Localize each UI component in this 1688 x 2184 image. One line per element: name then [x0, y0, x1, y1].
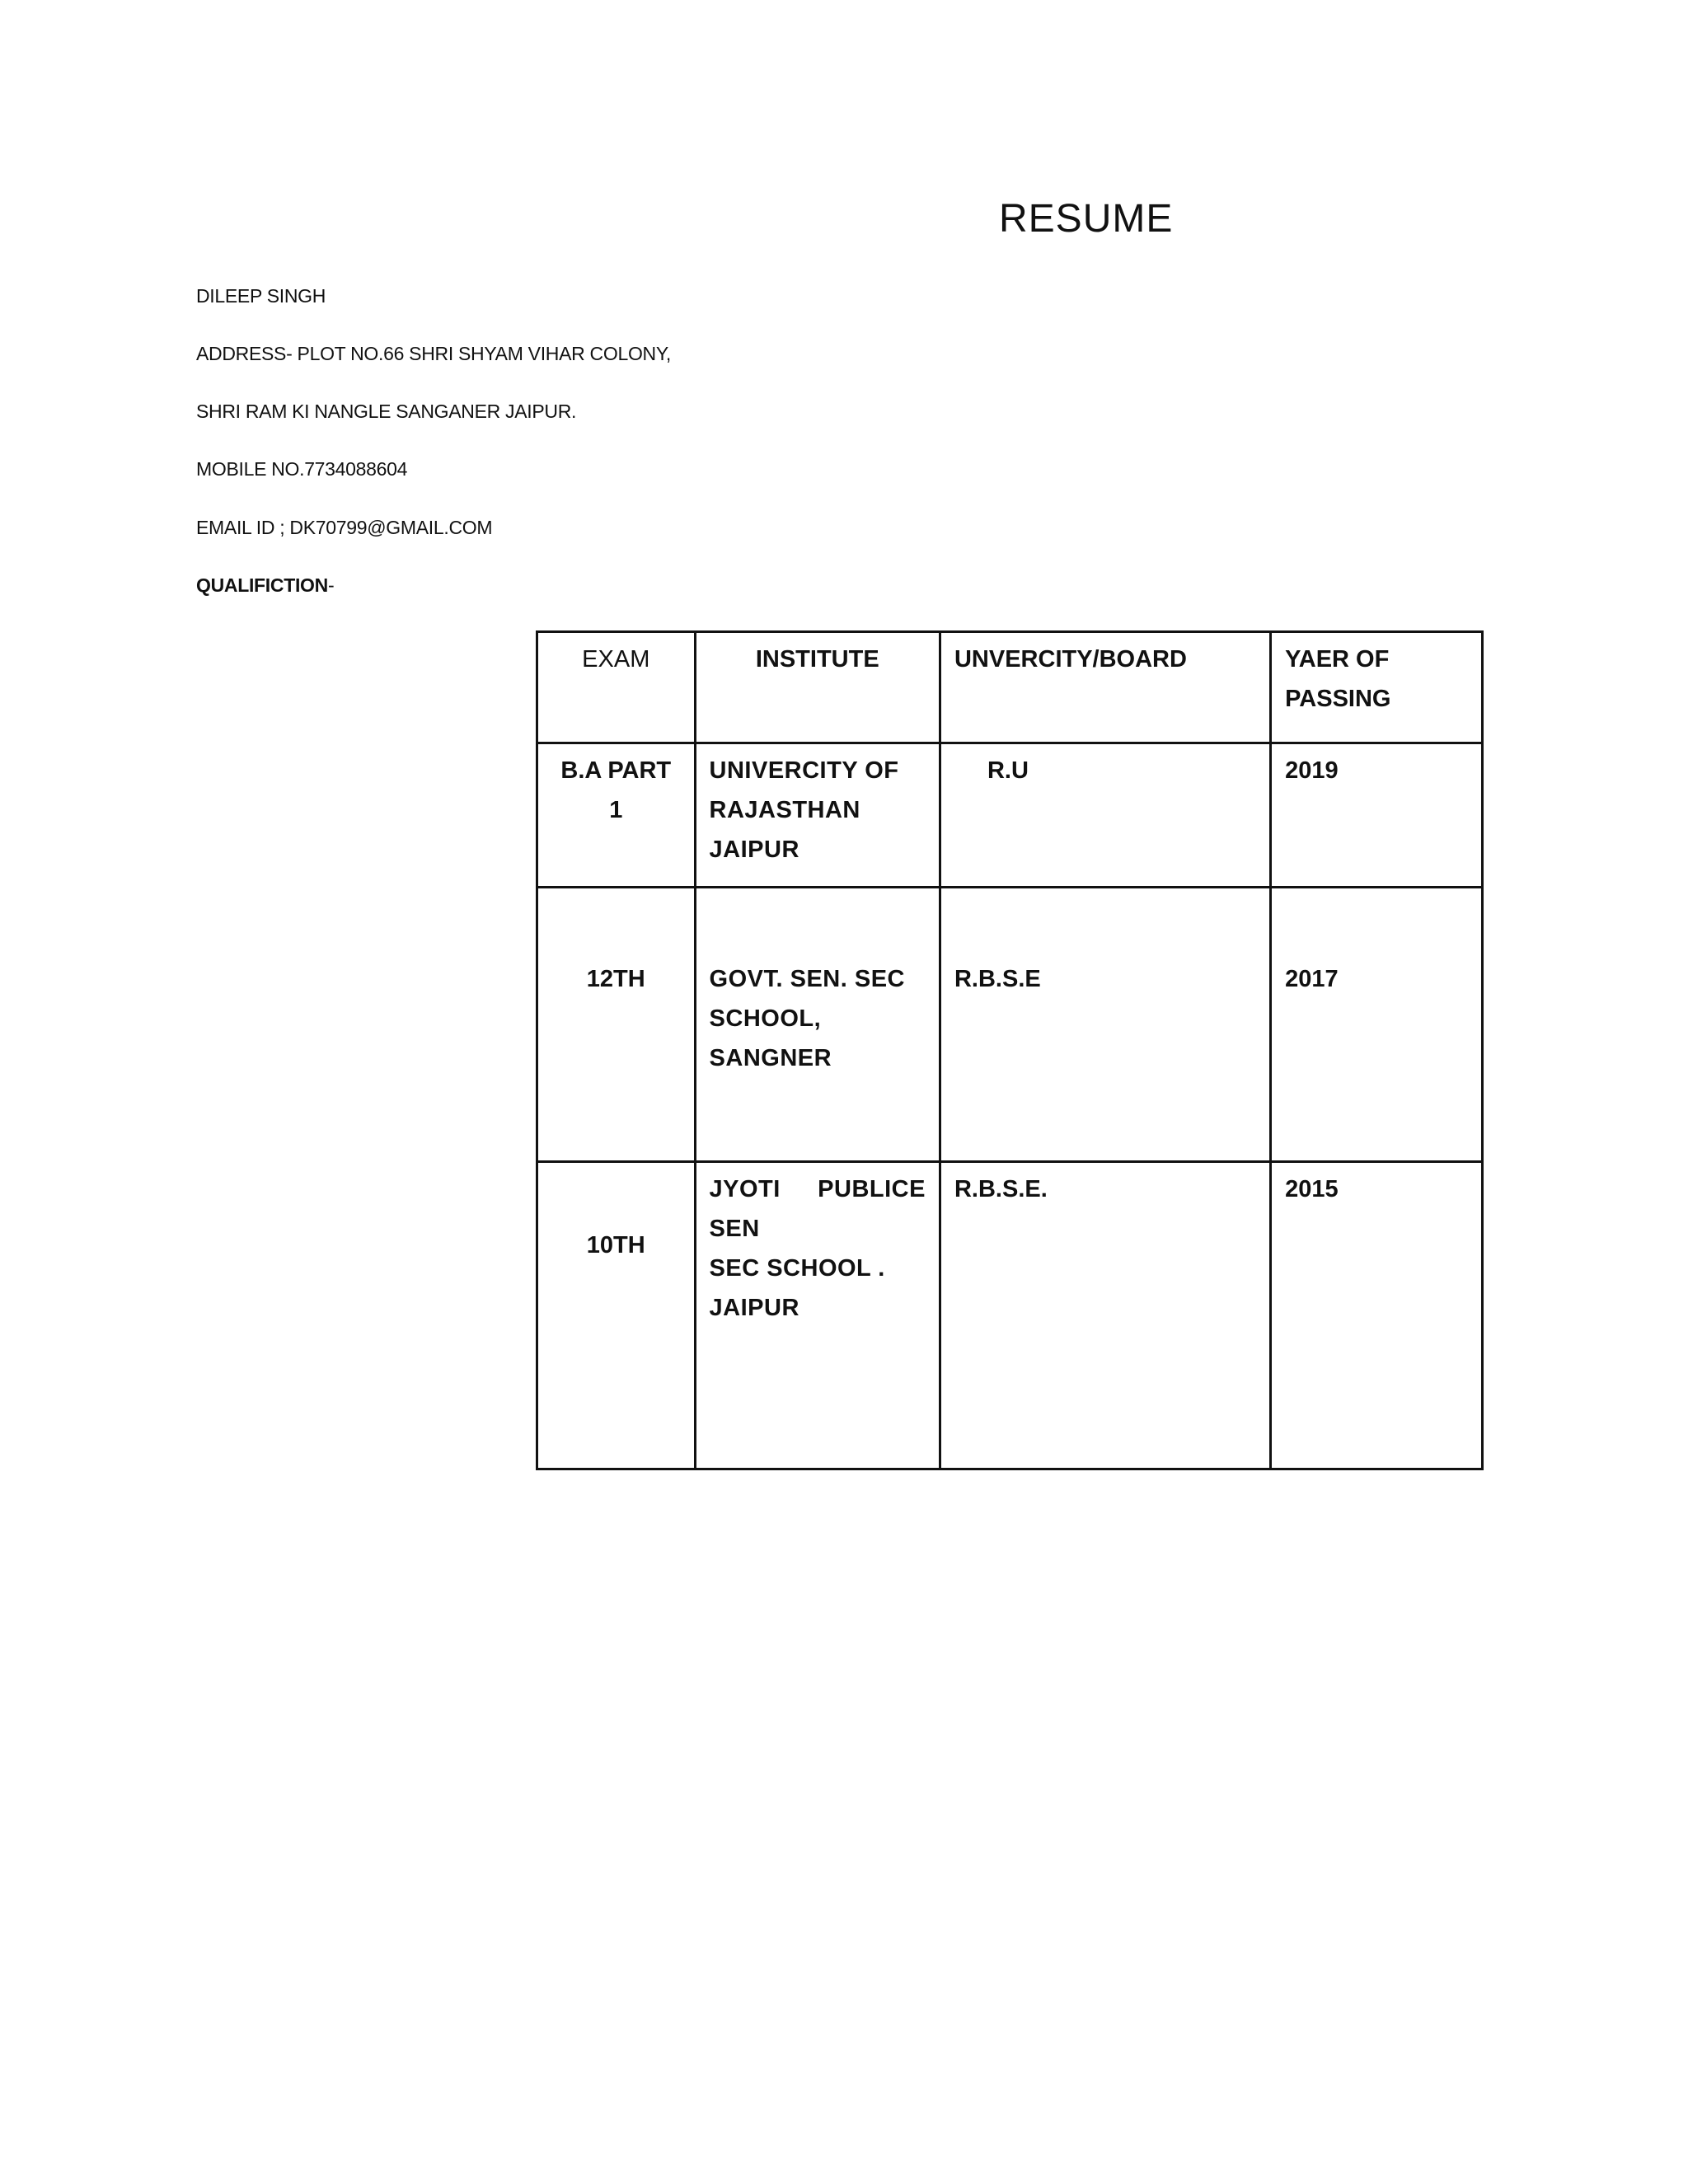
mobile-number: MOBILE NO.7734088604: [196, 458, 408, 480]
qualification-label: QUALIFICTION: [196, 574, 328, 596]
cell-exam: 12TH: [537, 888, 696, 1162]
header-institute: INSTITUTE: [695, 632, 940, 743]
table-header-row: [537, 632, 1483, 743]
cell-exam: B.A PART 1: [537, 743, 696, 888]
qualification-heading: [196, 574, 334, 597]
qualification-table: [536, 630, 1484, 1470]
cell-institute: GOVT. SEN. SEC SCHOOL, SANGNER: [695, 888, 940, 1162]
table-row: [537, 1162, 1483, 1469]
header-board: UNVERCITY/BOARD: [940, 632, 1270, 743]
cell-year: 2015: [1271, 1162, 1483, 1469]
cell-board: R.B.S.E: [940, 888, 1270, 1162]
address-line-1: ADDRESS- PLOT NO.66 SHRI SHYAM VIHAR COLONY,: [196, 343, 672, 364]
cell-board: R.B.S.E.: [940, 1162, 1270, 1469]
email-address: EMAIL ID ; DK70799@GMAIL.COM: [196, 517, 493, 538]
cell-board: R.U: [940, 743, 1270, 888]
table-row: [537, 743, 1483, 888]
candidate-name: DILEEP SINGH: [196, 285, 326, 307]
table-row: [537, 888, 1483, 1162]
cell-year: 2019: [1271, 743, 1483, 888]
header-year: YAER OF PASSING: [1271, 632, 1483, 743]
cell-year: 2017: [1271, 888, 1483, 1162]
cell-institute: UNIVERCITY OF RAJASTHAN JAIPUR: [695, 743, 940, 888]
cell-institute: JYOTI PUBLICE SEN SEC SCHOOL . JAIPUR: [695, 1162, 940, 1469]
header-exam: EXAM: [537, 632, 696, 743]
qualification-dash: -: [327, 574, 335, 596]
cell-exam: 10TH: [537, 1162, 696, 1469]
address-line-2: SHRI RAM KI NANGLE SANGANER JAIPUR.: [196, 401, 577, 422]
page-title: RESUME: [999, 197, 1174, 241]
